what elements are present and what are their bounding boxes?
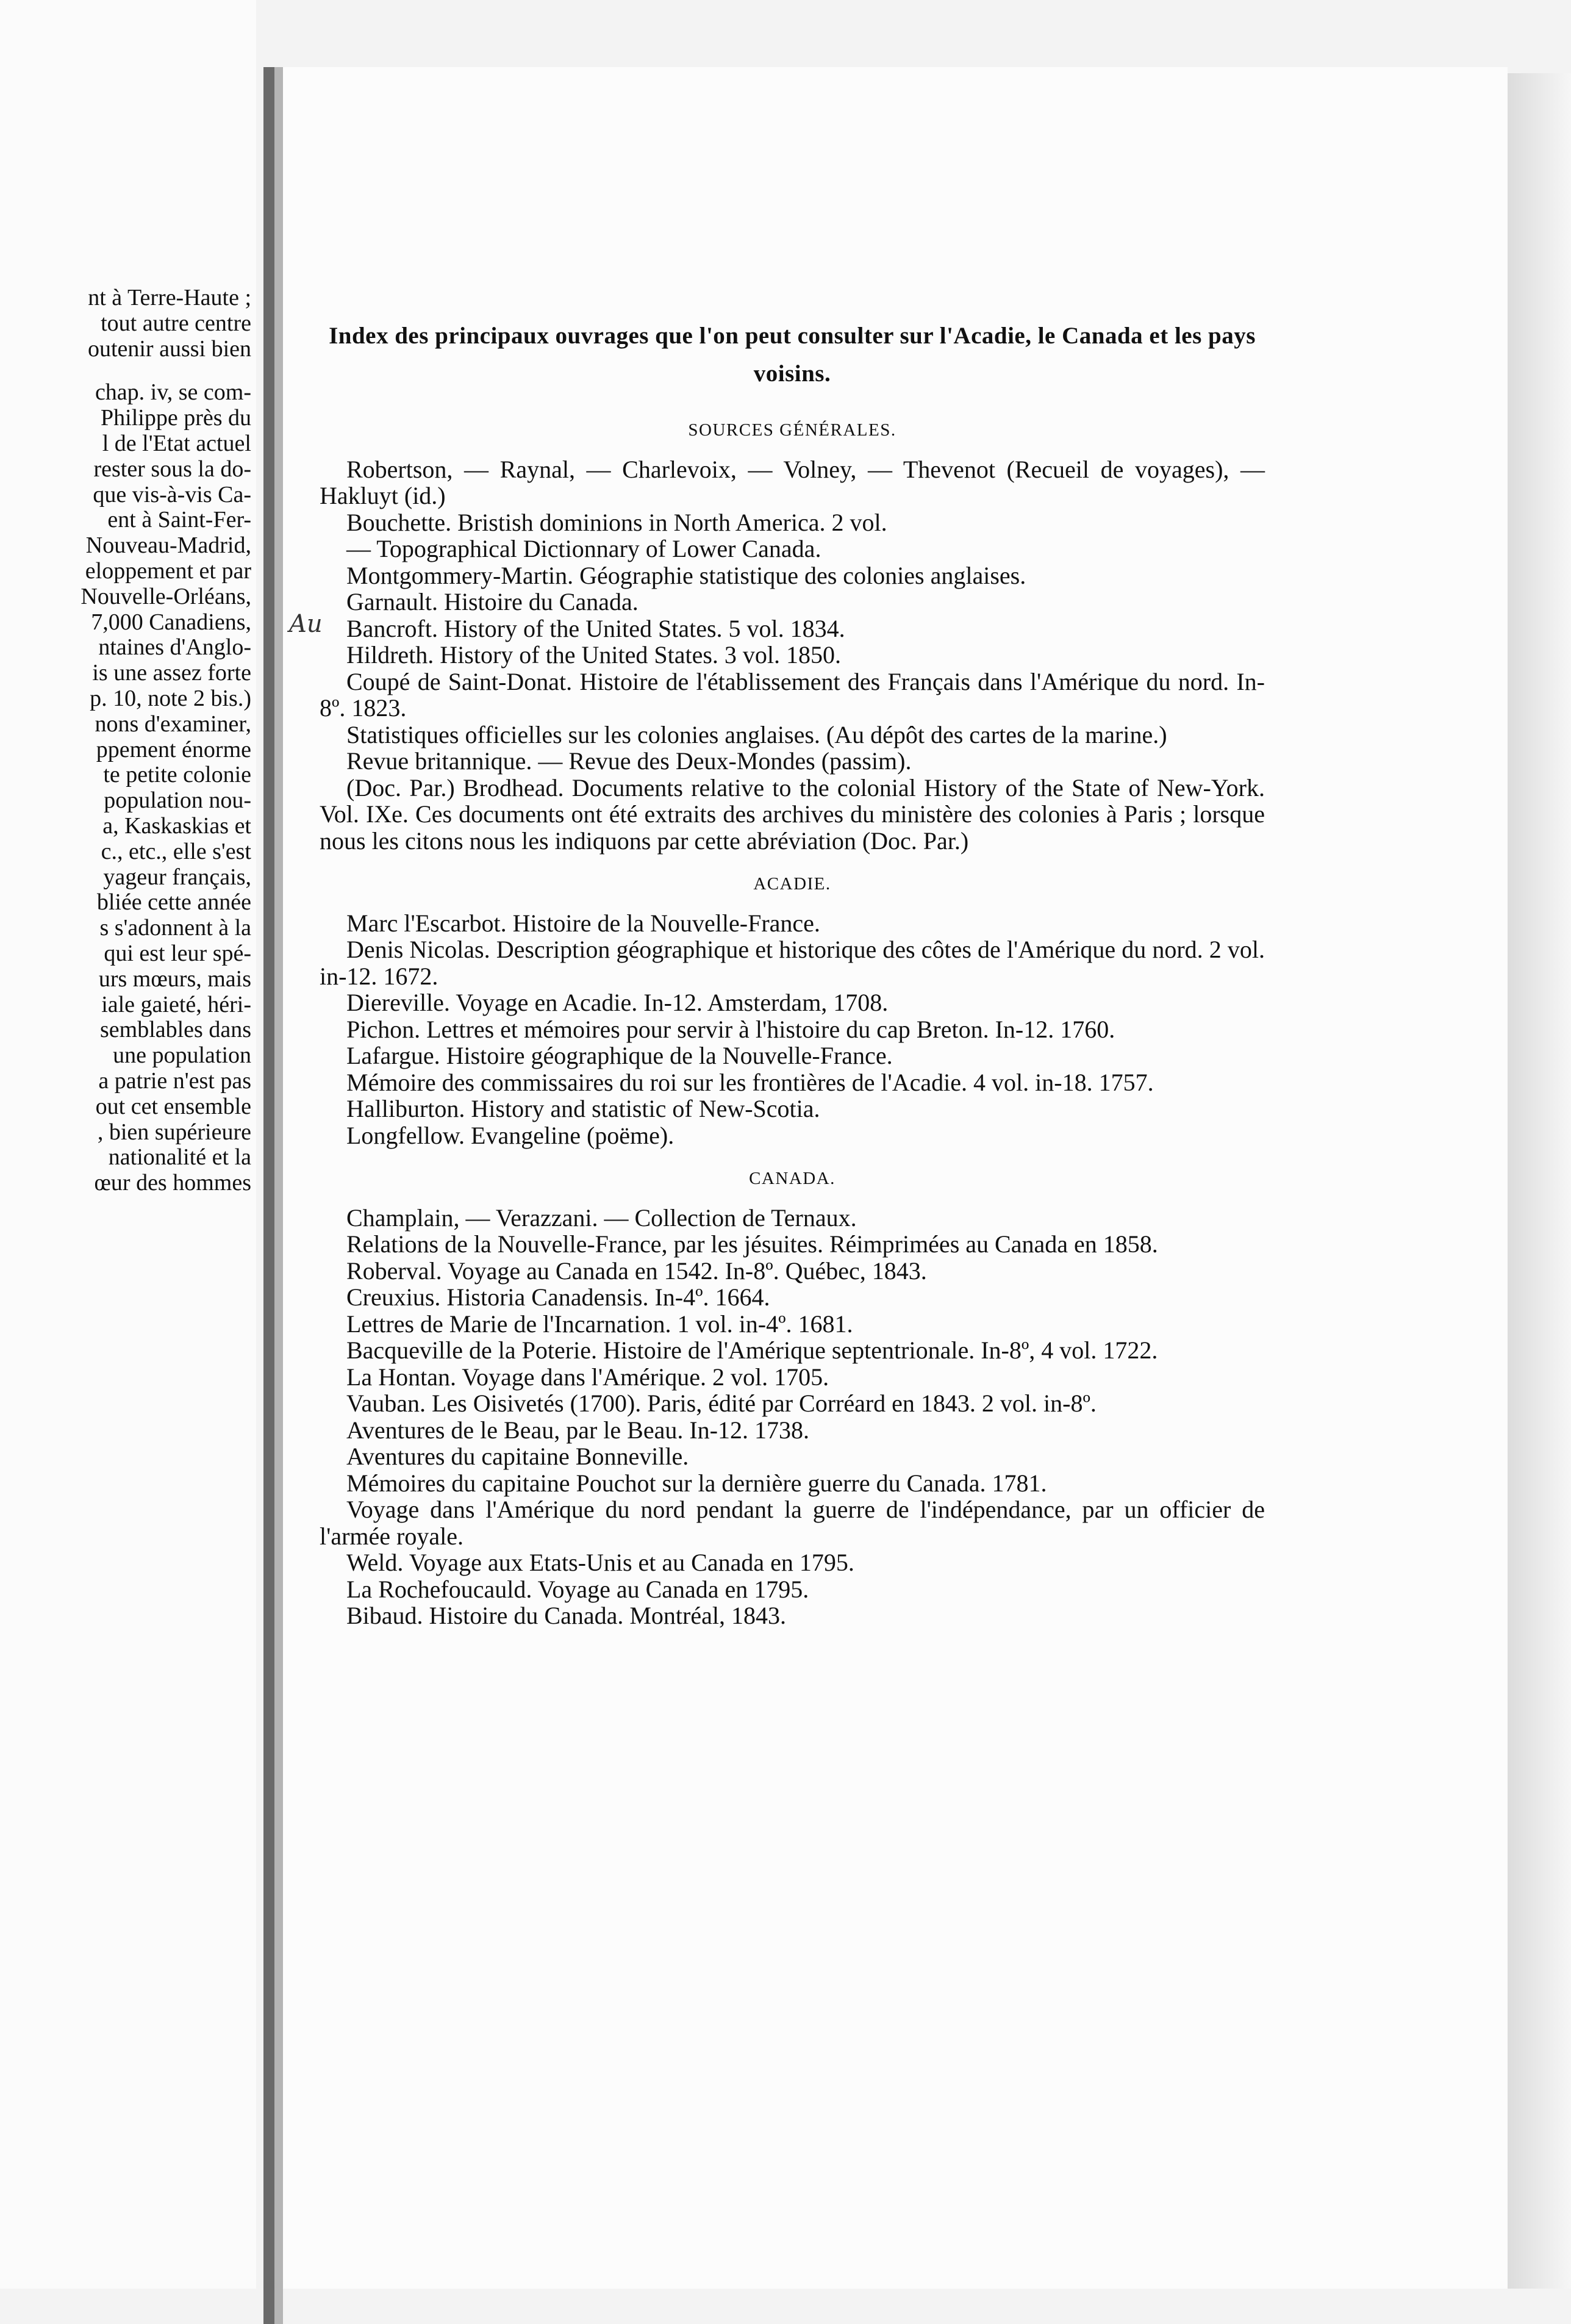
bibliography-entry: Revue britannique. — Revue des Deux-Mondes (passim). [346, 747, 912, 775]
bibliography-entry: Bouchette. Bristish dominions in North America. 2 vol. [346, 508, 887, 536]
left-text-line: population nou- [104, 787, 251, 814]
left-text-line: , bien supérieure [97, 1119, 251, 1145]
left-text-line: qui est leur spé- [104, 940, 251, 966]
bibliography-entry: Bibaud. Histoire du Canada. Montréal, 1843. [346, 1602, 786, 1629]
left-text-line: 7,000 Canadiens, [91, 609, 251, 635]
bibliography-entry: Coupé de Saint-Donat. Histoire de l'établissement des Français dans l'Amérique du nord. In-8º. 1823. [320, 667, 1265, 722]
bibliography-entry: Champlain, — Verazzani. — Collection de Ternaux. [346, 1203, 857, 1232]
section-acadie [320, 871, 1265, 1149]
bibliography-entry: (Doc. Par.) Brodhead. Documents relative to the colonial History of the State of New-York. Vol. IXe. Ces documents ont été extraits des archives du ministère des colonies à Paris ; lorsque nous les citons nous les indiquons par cette abréviation (Doc. Par.) [320, 773, 1265, 855]
left-text-line: s s'adonnent à la [99, 915, 251, 941]
index-content [320, 317, 1265, 1629]
bibliography-entry: Aventures de le Beau, par le Beau. In-12. 1738. [346, 1416, 810, 1444]
paragraph-gap [0, 362, 251, 380]
gutter [274, 67, 283, 2324]
page-title: Index des principaux ouvrages que l'on peut consulter sur l'Acadie, le Canada et les pays voisins. [329, 323, 1256, 387]
handwritten-margin-note: Au [289, 610, 323, 638]
left-text-line: Nouvelle-Orléans, [81, 583, 251, 609]
left-text-line: que vis-à-vis Ca- [93, 481, 251, 507]
left-text-line: eloppement et par [85, 558, 251, 584]
bibliography-entry: Bancroft. History of the United States. 5 vol. 1834. [346, 614, 845, 642]
bibliography-entry: Roberval. Voyage au Canada en 1542. In-8º. Québec, 1843. [346, 1257, 927, 1285]
left-text-line: nationalité et la [108, 1144, 251, 1171]
left-text-line: bliée cette année [96, 889, 251, 916]
left-text-line: te petite colonie [103, 762, 251, 788]
left-text-line: semblables dans [99, 1017, 251, 1043]
bibliography-entry: La Hontan. Voyage dans l'Amérique. 2 vol. 1705. [346, 1363, 829, 1391]
bibliography-entry: Vauban. Les Oisivetés (1700). Paris, édité par Corréard en 1843. 2 vol. in-8º. [346, 1390, 1097, 1417]
bibliography-entry: Bacqueville de la Poterie. Histoire de l'Amérique septentrionale. In-8º, 4 vol. 1722. [346, 1336, 1158, 1364]
bibliography-entry: Pichon. Lettres et mémoires pour servir à l'histoire du cap Breton. In-12. 1760. [346, 1015, 1115, 1043]
left-text-line: chap. iv, se com- [95, 379, 251, 406]
left-text-line: a patrie n'est pas [98, 1067, 251, 1094]
left-text-line: a, Kaskaskias et [102, 812, 251, 839]
bibliography-entry: Statistiques officielles sur les colonies anglaises. (Au dépôt des cartes de la marine.) [346, 720, 1167, 748]
bibliography-entry: Aventures du capitaine Bonneville. [346, 1443, 689, 1470]
left-text-line: Nouveau-Madrid, [85, 533, 251, 559]
entry-list [320, 910, 1265, 1149]
bibliography-entry: Lafargue. Histoire géographique de la Nouvelle-France. [346, 1042, 893, 1069]
section-canada [320, 1166, 1265, 1629]
bibliography-entry: — Topographical Dictionnary of Lower Canada. [346, 535, 821, 562]
left-text-line: is une assez forte [92, 660, 251, 686]
section-heading: ACADIE. [753, 874, 831, 894]
bibliography-entry: Montgommery-Martin. Géographie statistique des colonies anglaises. [346, 561, 1026, 589]
left-text-line: ent à Saint-Fer- [107, 507, 251, 533]
left-text-line: Philippe près du [101, 405, 251, 431]
left-text-line: ntaines d'Anglo- [98, 634, 251, 661]
left-text-line: c., etc., elle s'est [101, 838, 251, 864]
left-page-fragment [0, 0, 256, 2289]
bibliography-entry: Lettres de Marie de l'Incarnation. 1 vol. in-4º. 1681. [346, 1310, 853, 1338]
entry-list [320, 456, 1265, 855]
bibliography-entry: Diereville. Voyage en Acadie. In-12. Amsterdam, 1708. [346, 989, 889, 1016]
bibliography-entry: Relations de la Nouvelle-France, par les jésuites. Réimprimées au Canada en 1858. [346, 1230, 1158, 1258]
left-text-line: p. 10, note 2 bis.) [90, 685, 251, 711]
left-page-text [0, 285, 251, 1196]
page-edge [263, 67, 274, 2324]
left-text-line: rester sous la do- [93, 456, 251, 482]
bibliography-entry: Mémoires du capitaine Pouchot sur la dernière guerre du Canada. 1781. [346, 1469, 1047, 1497]
left-text-line: l de l'Etat actuel [102, 430, 251, 456]
entry-list [320, 1205, 1265, 1629]
left-text-line: urs mœurs, mais [98, 966, 251, 992]
left-text-line: ppement énorme [96, 736, 251, 762]
bibliography-entry: Weld. Voyage aux Etats-Unis et au Canada en 1795. [346, 1549, 854, 1576]
left-text-line: tout autre centre [101, 310, 251, 336]
page-shadow [1508, 73, 1571, 2289]
left-text-line: une population [113, 1042, 251, 1069]
left-text-line: yageur français, [103, 864, 251, 890]
bibliography-entry: Halliburton. History and statistic of New-Scotia. [346, 1095, 820, 1122]
section-sources-generales [320, 417, 1265, 854]
section-heading: SOURCES GÉNÉRALES. [688, 420, 896, 440]
bibliography-entry: Mémoire des commissaires du roi sur les frontières de l'Acadie. 4 vol. in-18. 1757. [346, 1068, 1154, 1096]
bibliography-entry: Creuxius. Historia Canadensis. In-4º. 1664. [346, 1283, 770, 1311]
bibliography-entry: Hildreth. History of the United States. 3 vol. 1850. [346, 641, 842, 669]
bibliography-entry: Robertson, — Raynal, — Charlevoix, — Volney, — Thevenot (Recueil de voyages), — Hakluyt (id.) [320, 455, 1265, 509]
bibliography-entry: Denis Nicolas. Description géographique et historique des côtes de l'Amérique du nord. 2 vol. in-12. 1672. [320, 936, 1265, 990]
left-text-line: outenir aussi bien [87, 335, 251, 362]
bibliography-entry: Voyage dans l'Amérique du nord pendant la guerre de l'indépendance, par un officier de l'armée royale. [320, 1496, 1265, 1550]
bibliography-entry: Marc l'Escarbot. Histoire de la Nouvelle-France. [346, 909, 820, 937]
left-text-line: œur des hommes [94, 1170, 251, 1196]
bibliography-entry: Garnault. Histoire du Canada. [346, 588, 639, 615]
left-text-line: nons d'examiner, [95, 711, 251, 737]
bibliography-entry: La Rochefoucauld. Voyage au Canada en 1795. [346, 1575, 809, 1603]
left-text-line: out cet ensemble [95, 1093, 251, 1119]
bibliography-entry: Longfellow. Evangeline (poëme). [346, 1121, 675, 1149]
left-text-line: iale gaieté, héri- [101, 991, 251, 1017]
section-heading: CANADA. [749, 1169, 836, 1188]
left-text-line: nt à Terre-Haute ; [88, 285, 251, 310]
